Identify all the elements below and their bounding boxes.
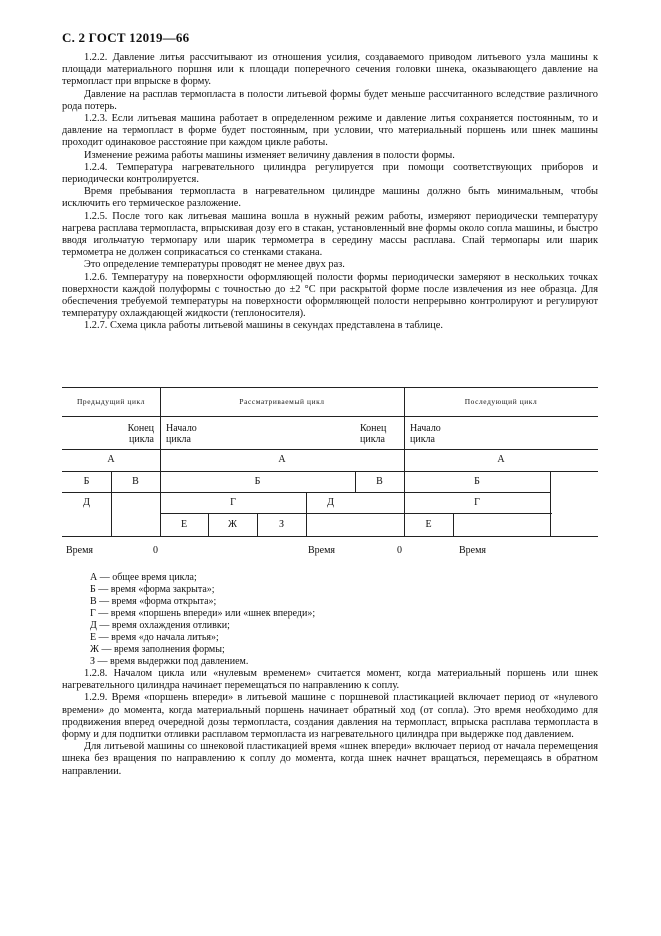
time-zero: 0: [153, 545, 158, 556]
header-previous-cycle: Предыдущий цикл: [76, 397, 146, 406]
phase-d: Д: [327, 497, 334, 508]
paragraph: Давление на расплав термопласта в полости литьевой формы будет меньше рассчитанного вследствие различного рода потерь.: [62, 88, 598, 112]
label-end-cycle: Конец цикла: [360, 423, 387, 445]
time-label: Время: [459, 545, 487, 556]
phase-b: Б: [254, 476, 261, 487]
page-header: С. 2 ГОСТ 12019—66: [62, 30, 190, 45]
phase-d: Д: [83, 497, 90, 508]
rule-bottom: [62, 536, 598, 537]
legend: [90, 572, 315, 668]
paragraph: 1.2.5. После того как литьевая машина вошла в нужный режим работы, измеряют периодически температуру нагрева расплава термопласта, впрыскивая дозу его в стакан, установленный вне формы около сопла машины, и быстро вводя игольчатую термопару или шарик термометра в середину массы расплава. Спай термопары или шарик термометра не должен соприкасаться со стенками стакана.: [62, 210, 598, 259]
phase-b: Б: [83, 476, 90, 487]
phase-z: З: [278, 519, 284, 530]
legend-item: Ж — время заполнения формы;: [90, 644, 225, 655]
paragraph: Это определение температуры проводят не менее двух раз.: [84, 259, 345, 271]
label-end-cycle: Конец цикла: [127, 423, 154, 445]
phase-g: Г: [230, 497, 236, 508]
legend-item: В — время «форма открыта»;: [90, 596, 217, 607]
body-text-top: [62, 52, 598, 333]
time-zero: 0: [397, 545, 402, 556]
header-next-cycle: Последующий цикл: [464, 397, 538, 406]
legend-item: Д — время охлаждения отливки;: [90, 620, 230, 631]
rule-phase-e-top: [160, 513, 552, 514]
time-label: Время: [308, 545, 336, 556]
time-label: Время: [66, 545, 94, 556]
legend-item: З — время выдержки под давлением.: [90, 656, 249, 667]
header-current-cycle: Рассматриваемый цикл: [239, 397, 325, 406]
phase-v: В: [132, 476, 139, 487]
label-start-cycle: Начало цикла: [410, 423, 441, 445]
paragraph: 1.2.8. Началом цикла или «нулевым временем» считается момент, когда материальный поршень или шнек нагревательного цилиндра начинает перемещаться по направлению к соплу.: [62, 668, 598, 692]
rule-header-bottom: [62, 416, 598, 417]
paragraph: Для литьевой машины со шнековой пластикацией время «шнек впереди» включает период от начала перемещения шнека без вращения по направлению к соплу до момента, когда шнек начнет вращаться, перемещаясь в обратном направлении.: [62, 741, 598, 777]
paragraph: 1.2.6. Температуру на поверхности оформляющей полости формы периодически замеряют в нескольких точках поверхности каждой полуформы с точностью до ±2 °С при раскрытой форме после извлечения из нее образца. Для обеспечения требуемой температуры на поверхности оформляющей полости непрерывно контролируют и регулируют температуру охлаждающей жидкости (теплоносителя).: [62, 271, 598, 320]
phase-e: Е: [425, 519, 432, 530]
rule-d-end: [111, 492, 112, 537]
body-text-bottom: [62, 668, 598, 778]
legend-item: Б — время «форма закрыта»;: [90, 584, 215, 595]
rule-b-end: [550, 471, 551, 492]
phase-zh: Ж: [228, 519, 237, 530]
paragraph: 1.2.7. Схема цикла работы литьевой машины в секундах представлена в таблице.: [84, 320, 443, 332]
phase-g: Г: [474, 497, 480, 508]
cycle-schedule: [62, 387, 598, 537]
rule-g-end: [550, 492, 551, 537]
phase-e: Е: [180, 519, 188, 530]
phase-v: В: [376, 476, 383, 487]
paragraph: 1.2.9. Время «поршень впереди» в литьевой машине с поршневой пластикацией включает период от «нулевого времени» до момента, когда материальный поршень начинает обратный ход (от сопла). Это время необходимо для продвижения вперед очередной дозы термопласта, создания давления на термопласт, впрыска расплава термопласта в форму и для подпитки отливки расплавом термопласта из нагревательного цилиндра при выдержке под давлением.: [62, 692, 598, 741]
label-start-cycle: Начало цикла: [166, 423, 197, 445]
paragraph: 1.2.3. Если литьевая машина работает в определенном режиме и давление литья сохраняется постоянным, то и давление на термопласт в форме будет постоянным, при условии, что материальный поршень или шнек машины проходит одинаковое расстояние при каждом цикле работы.: [62, 113, 598, 149]
rule-phase-b-top: [62, 471, 598, 472]
phase-a: А: [497, 454, 505, 465]
paragraph: Изменение режима работы машины изменяет величину давления в полости формы.: [84, 149, 455, 161]
rule-z-end: [306, 513, 307, 537]
rule-top: [62, 387, 598, 388]
legend-item: Е — время «до начала литья»;: [90, 632, 219, 643]
legend-item: Г — время «поршень впереди» или «шнек впереди»;: [90, 608, 316, 619]
phase-a: А: [278, 454, 286, 465]
rule-e2-end: [453, 513, 454, 537]
legend-item: А — общее время цикла;: [90, 572, 197, 583]
rule-phase-a-top: [62, 449, 598, 450]
paragraph: Время пребывания термопласта в нагревательном цилиндре машины должно быть минимальным, чтобы исключить его термическое разложение.: [62, 186, 598, 210]
paragraph: 1.2.2. Давление литья рассчитывают из отношения усилия, создаваемого приводом литьевого узла машины к площади материального поршня или к площади поперечного сечения головки шнека, оказывающего давление на термопласт при впрыске в форму.: [62, 52, 598, 88]
phase-a: А: [107, 454, 115, 465]
phase-b: Б: [474, 476, 480, 487]
paragraph: 1.2.4. Температура нагревательного цилиндра регулируется при помощи соответствующих приборов и периодически контролируется.: [62, 161, 598, 186]
